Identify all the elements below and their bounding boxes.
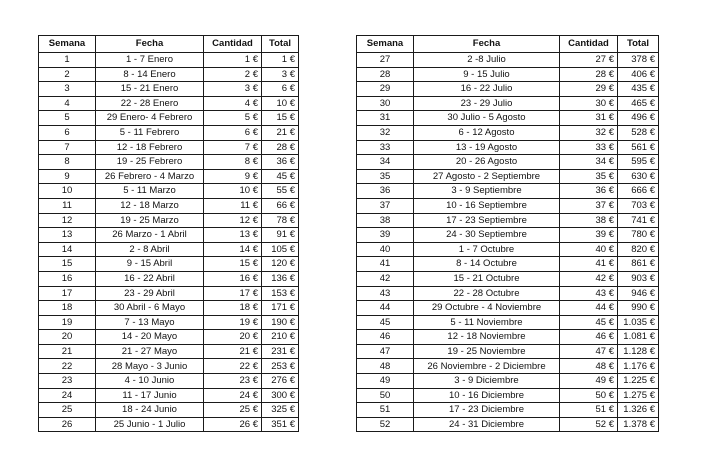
total-cell-left: 91 € xyxy=(262,228,299,243)
date-cell-right: 3 - 9 Diciembre xyxy=(414,374,560,389)
header-date-right: Fecha xyxy=(414,36,560,53)
week-cell-right: 45 xyxy=(357,315,414,330)
table-row xyxy=(39,198,659,213)
header-row xyxy=(39,36,659,53)
column-gap xyxy=(299,53,357,68)
total-cell-left: 55 € xyxy=(262,184,299,199)
column-gap xyxy=(299,169,357,184)
week-cell-right: 46 xyxy=(357,330,414,345)
date-cell-left: 30 Abril - 6 Mayo xyxy=(96,301,204,316)
table-row xyxy=(39,359,659,374)
total-cell-right: 378 € xyxy=(618,53,659,68)
total-cell-left: 105 € xyxy=(262,242,299,257)
total-cell-right: 406 € xyxy=(618,67,659,82)
total-cell-right: 946 € xyxy=(618,286,659,301)
date-cell-left: 7 - 13 Mayo xyxy=(96,315,204,330)
week-cell-right: 41 xyxy=(357,257,414,272)
quantity-cell-right: 44 € xyxy=(560,301,618,316)
date-cell-left: 11 - 17 Junio xyxy=(96,388,204,403)
week-cell-right: 39 xyxy=(357,228,414,243)
table-row xyxy=(39,374,659,389)
date-cell-right: 10 - 16 Septiembre xyxy=(414,198,560,213)
week-cell-left: 3 xyxy=(39,82,96,97)
date-cell-left: 23 - 29 Abril xyxy=(96,286,204,301)
total-cell-right: 630 € xyxy=(618,169,659,184)
quantity-cell-right: 42 € xyxy=(560,271,618,286)
week-cell-left: 12 xyxy=(39,213,96,228)
date-cell-right: 8 - 14 Octubre xyxy=(414,257,560,272)
week-cell-right: 31 xyxy=(357,111,414,126)
date-cell-right: 15 - 21 Octubre xyxy=(414,271,560,286)
column-gap xyxy=(299,417,357,432)
total-cell-left: 28 € xyxy=(262,140,299,155)
column-gap xyxy=(299,315,357,330)
quantity-cell-right: 52 € xyxy=(560,417,618,432)
week-cell-left: 23 xyxy=(39,374,96,389)
date-cell-right: 24 - 31 Diciembre xyxy=(414,417,560,432)
week-cell-left: 14 xyxy=(39,242,96,257)
week-cell-right: 49 xyxy=(357,374,414,389)
total-cell-left: 276 € xyxy=(262,374,299,389)
date-cell-right: 17 - 23 Septiembre xyxy=(414,213,560,228)
week-cell-right: 27 xyxy=(357,53,414,68)
table-row xyxy=(39,140,659,155)
total-cell-left: 120 € xyxy=(262,257,299,272)
table-row xyxy=(39,257,659,272)
quantity-cell-left: 21 € xyxy=(204,344,262,359)
date-cell-right: 19 - 25 Noviembre xyxy=(414,344,560,359)
quantity-cell-left: 4 € xyxy=(204,96,262,111)
column-gap xyxy=(299,198,357,213)
column-gap xyxy=(299,257,357,272)
total-cell-left: 36 € xyxy=(262,155,299,170)
quantity-cell-left: 24 € xyxy=(204,388,262,403)
date-cell-left: 26 Febrero - 4 Marzo xyxy=(96,169,204,184)
date-cell-left: 12 - 18 Febrero xyxy=(96,140,204,155)
quantity-cell-right: 33 € xyxy=(560,140,618,155)
quantity-cell-right: 36 € xyxy=(560,184,618,199)
date-cell-left: 1 - 7 Enero xyxy=(96,53,204,68)
quantity-cell-left: 3 € xyxy=(204,82,262,97)
total-cell-left: 66 € xyxy=(262,198,299,213)
table-row xyxy=(39,417,659,432)
total-cell-left: 78 € xyxy=(262,213,299,228)
date-cell-right: 2 -8 Julio xyxy=(414,53,560,68)
date-cell-right: 9 - 15 Julio xyxy=(414,67,560,82)
date-cell-right: 5 - 11 Noviembre xyxy=(414,315,560,330)
total-cell-right: 465 € xyxy=(618,96,659,111)
header-total-left: Total xyxy=(262,36,299,53)
table-row xyxy=(39,286,659,301)
quantity-cell-left: 15 € xyxy=(204,257,262,272)
quantity-cell-right: 46 € xyxy=(560,330,618,345)
total-cell-right: 1.275 € xyxy=(618,388,659,403)
total-cell-right: 1.225 € xyxy=(618,374,659,389)
date-cell-left: 22 - 28 Enero xyxy=(96,96,204,111)
week-cell-left: 24 xyxy=(39,388,96,403)
date-cell-right: 17 - 23 Diciembre xyxy=(414,403,560,418)
quantity-cell-right: 28 € xyxy=(560,67,618,82)
total-cell-right: 1.176 € xyxy=(618,359,659,374)
quantity-cell-left: 17 € xyxy=(204,286,262,301)
header-week-right: Semana xyxy=(357,36,414,53)
table-row xyxy=(39,271,659,286)
date-cell-right: 27 Agosto - 2 Septiembre xyxy=(414,169,560,184)
quantity-cell-left: 12 € xyxy=(204,213,262,228)
date-cell-left: 18 - 24 Junio xyxy=(96,403,204,418)
quantity-cell-left: 2 € xyxy=(204,67,262,82)
quantity-cell-left: 23 € xyxy=(204,374,262,389)
quantity-cell-right: 38 € xyxy=(560,213,618,228)
column-gap xyxy=(299,286,357,301)
total-cell-right: 903 € xyxy=(618,271,659,286)
week-cell-left: 13 xyxy=(39,228,96,243)
date-cell-right: 3 - 9 Septiembre xyxy=(414,184,560,199)
date-cell-left: 19 - 25 Marzo xyxy=(96,213,204,228)
column-gap xyxy=(299,184,357,199)
week-cell-right: 36 xyxy=(357,184,414,199)
column-gap xyxy=(299,301,357,316)
week-cell-left: 26 xyxy=(39,417,96,432)
total-cell-right: 561 € xyxy=(618,140,659,155)
week-cell-right: 44 xyxy=(357,301,414,316)
table-row xyxy=(39,315,659,330)
week-cell-right: 38 xyxy=(357,213,414,228)
quantity-cell-left: 8 € xyxy=(204,155,262,170)
total-cell-right: 1.081 € xyxy=(618,330,659,345)
column-gap xyxy=(299,271,357,286)
quantity-cell-right: 29 € xyxy=(560,82,618,97)
date-cell-right: 23 - 29 Julio xyxy=(414,96,560,111)
week-cell-right: 37 xyxy=(357,198,414,213)
column-gap xyxy=(299,388,357,403)
table-row xyxy=(39,111,659,126)
week-cell-left: 25 xyxy=(39,403,96,418)
total-cell-left: 6 € xyxy=(262,82,299,97)
total-cell-left: 153 € xyxy=(262,286,299,301)
quantity-cell-left: 11 € xyxy=(204,198,262,213)
column-gap xyxy=(299,344,357,359)
column-gap xyxy=(299,67,357,82)
date-cell-left: 16 - 22 Abril xyxy=(96,271,204,286)
total-cell-right: 703 € xyxy=(618,198,659,213)
total-cell-left: 1 € xyxy=(262,53,299,68)
header-quantity-right: Cantidad xyxy=(560,36,618,53)
quantity-cell-right: 30 € xyxy=(560,96,618,111)
quantity-cell-right: 50 € xyxy=(560,388,618,403)
date-cell-right: 1 - 7 Octubre xyxy=(414,242,560,257)
quantity-cell-left: 25 € xyxy=(204,403,262,418)
date-cell-left: 25 Junio - 1 Julio xyxy=(96,417,204,432)
quantity-cell-right: 37 € xyxy=(560,198,618,213)
week-cell-right: 50 xyxy=(357,388,414,403)
week-cell-right: 34 xyxy=(357,155,414,170)
week-cell-left: 19 xyxy=(39,315,96,330)
column-gap xyxy=(299,359,357,374)
week-cell-right: 33 xyxy=(357,140,414,155)
quantity-cell-left: 22 € xyxy=(204,359,262,374)
table-row xyxy=(39,169,659,184)
quantity-cell-right: 41 € xyxy=(560,257,618,272)
table-row xyxy=(39,388,659,403)
date-cell-left: 4 - 10 Junio xyxy=(96,374,204,389)
table-row xyxy=(39,184,659,199)
week-cell-left: 16 xyxy=(39,271,96,286)
total-cell-right: 780 € xyxy=(618,228,659,243)
total-cell-left: 300 € xyxy=(262,388,299,403)
total-cell-left: 10 € xyxy=(262,96,299,111)
week-cell-left: 15 xyxy=(39,257,96,272)
quantity-cell-right: 49 € xyxy=(560,374,618,389)
quantity-cell-left: 5 € xyxy=(204,111,262,126)
column-gap xyxy=(299,374,357,389)
quantity-cell-left: 1 € xyxy=(204,53,262,68)
header-total-right: Total xyxy=(618,36,659,53)
header-week-left: Semana xyxy=(39,36,96,53)
total-cell-left: 45 € xyxy=(262,169,299,184)
week-cell-right: 32 xyxy=(357,125,414,140)
total-cell-left: 253 € xyxy=(262,359,299,374)
week-cell-left: 7 xyxy=(39,140,96,155)
week-cell-right: 52 xyxy=(357,417,414,432)
total-cell-right: 595 € xyxy=(618,155,659,170)
date-cell-right: 13 - 19 Agosto xyxy=(414,140,560,155)
column-gap xyxy=(299,330,357,345)
total-cell-right: 496 € xyxy=(618,111,659,126)
week-cell-right: 29 xyxy=(357,82,414,97)
table-row xyxy=(39,67,659,82)
date-cell-right: 24 - 30 Septiembre xyxy=(414,228,560,243)
week-cell-right: 42 xyxy=(357,271,414,286)
quantity-cell-right: 40 € xyxy=(560,242,618,257)
week-cell-left: 10 xyxy=(39,184,96,199)
total-cell-right: 435 € xyxy=(618,82,659,97)
column-gap xyxy=(299,242,357,257)
total-cell-right: 1.128 € xyxy=(618,344,659,359)
date-cell-right: 6 - 12 Agosto xyxy=(414,125,560,140)
total-cell-left: 136 € xyxy=(262,271,299,286)
total-cell-right: 666 € xyxy=(618,184,659,199)
quantity-cell-right: 48 € xyxy=(560,359,618,374)
quantity-cell-left: 10 € xyxy=(204,184,262,199)
table-row xyxy=(39,53,659,68)
date-cell-left: 19 - 25 Febrero xyxy=(96,155,204,170)
date-cell-left: 21 - 27 Mayo xyxy=(96,344,204,359)
date-cell-left: 5 - 11 Marzo xyxy=(96,184,204,199)
date-cell-right: 30 Julio - 5 Agosto xyxy=(414,111,560,126)
quantity-cell-left: 18 € xyxy=(204,301,262,316)
week-cell-right: 30 xyxy=(357,96,414,111)
week-cell-left: 2 xyxy=(39,67,96,82)
quantity-cell-right: 35 € xyxy=(560,169,618,184)
total-cell-left: 21 € xyxy=(262,125,299,140)
date-cell-left: 26 Marzo - 1 Abril xyxy=(96,228,204,243)
total-cell-right: 1.326 € xyxy=(618,403,659,418)
quantity-cell-right: 39 € xyxy=(560,228,618,243)
week-cell-right: 43 xyxy=(357,286,414,301)
week-cell-right: 47 xyxy=(357,344,414,359)
date-cell-left: 14 - 20 Mayo xyxy=(96,330,204,345)
week-cell-right: 28 xyxy=(357,67,414,82)
week-cell-left: 4 xyxy=(39,96,96,111)
week-cell-left: 1 xyxy=(39,53,96,68)
column-gap xyxy=(299,82,357,97)
quantity-cell-left: 26 € xyxy=(204,417,262,432)
column-gap xyxy=(299,228,357,243)
date-cell-left: 8 - 14 Enero xyxy=(96,67,204,82)
header-date-left: Fecha xyxy=(96,36,204,53)
column-gap xyxy=(299,155,357,170)
quantity-cell-right: 31 € xyxy=(560,111,618,126)
quantity-cell-right: 34 € xyxy=(560,155,618,170)
date-cell-left: 2 - 8 Abril xyxy=(96,242,204,257)
table-row xyxy=(39,403,659,418)
quantity-cell-left: 20 € xyxy=(204,330,262,345)
week-cell-left: 18 xyxy=(39,301,96,316)
date-cell-right: 12 - 18 Noviembre xyxy=(414,330,560,345)
table-row xyxy=(39,301,659,316)
week-cell-left: 5 xyxy=(39,111,96,126)
column-gap xyxy=(299,125,357,140)
week-cell-right: 51 xyxy=(357,403,414,418)
date-cell-left: 12 - 18 Marzo xyxy=(96,198,204,213)
table-row xyxy=(39,213,659,228)
date-cell-left: 5 - 11 Febrero xyxy=(96,125,204,140)
total-cell-left: 171 € xyxy=(262,301,299,316)
quantity-cell-right: 27 € xyxy=(560,53,618,68)
total-cell-left: 3 € xyxy=(262,67,299,82)
table-body xyxy=(39,53,659,432)
total-cell-right: 1.378 € xyxy=(618,417,659,432)
column-gap xyxy=(299,140,357,155)
quantity-cell-left: 16 € xyxy=(204,271,262,286)
date-cell-right: 20 - 26 Agosto xyxy=(414,155,560,170)
total-cell-right: 741 € xyxy=(618,213,659,228)
total-cell-right: 861 € xyxy=(618,257,659,272)
table-row xyxy=(39,155,659,170)
date-cell-left: 9 - 15 Abril xyxy=(96,257,204,272)
savings-table xyxy=(38,35,659,432)
date-cell-right: 22 - 28 Octubre xyxy=(414,286,560,301)
date-cell-right: 10 - 16 Diciembre xyxy=(414,388,560,403)
week-cell-right: 40 xyxy=(357,242,414,257)
date-cell-right: 29 Octubre - 4 Noviembre xyxy=(414,301,560,316)
week-cell-left: 8 xyxy=(39,155,96,170)
quantity-cell-left: 13 € xyxy=(204,228,262,243)
week-cell-left: 11 xyxy=(39,198,96,213)
total-cell-left: 325 € xyxy=(262,403,299,418)
column-gap xyxy=(299,36,357,53)
quantity-cell-right: 51 € xyxy=(560,403,618,418)
date-cell-left: 28 Mayo - 3 Junio xyxy=(96,359,204,374)
quantity-cell-left: 7 € xyxy=(204,140,262,155)
quantity-cell-left: 14 € xyxy=(204,242,262,257)
column-gap xyxy=(299,213,357,228)
quantity-cell-left: 6 € xyxy=(204,125,262,140)
total-cell-right: 820 € xyxy=(618,242,659,257)
quantity-cell-left: 19 € xyxy=(204,315,262,330)
column-gap xyxy=(299,403,357,418)
quantity-cell-right: 32 € xyxy=(560,125,618,140)
quantity-cell-right: 45 € xyxy=(560,315,618,330)
week-cell-right: 48 xyxy=(357,359,414,374)
total-cell-right: 528 € xyxy=(618,125,659,140)
total-cell-right: 990 € xyxy=(618,301,659,316)
table-row xyxy=(39,344,659,359)
table-row xyxy=(39,96,659,111)
quantity-cell-right: 43 € xyxy=(560,286,618,301)
date-cell-left: 15 - 21 Enero xyxy=(96,82,204,97)
week-cell-left: 9 xyxy=(39,169,96,184)
total-cell-left: 210 € xyxy=(262,330,299,345)
table-row xyxy=(39,125,659,140)
week-cell-left: 20 xyxy=(39,330,96,345)
week-cell-left: 17 xyxy=(39,286,96,301)
column-gap xyxy=(299,111,357,126)
total-cell-left: 15 € xyxy=(262,111,299,126)
total-cell-left: 231 € xyxy=(262,344,299,359)
week-cell-left: 21 xyxy=(39,344,96,359)
quantity-cell-right: 47 € xyxy=(560,344,618,359)
total-cell-right: 1.035 € xyxy=(618,315,659,330)
total-cell-left: 190 € xyxy=(262,315,299,330)
total-cell-left: 351 € xyxy=(262,417,299,432)
week-cell-left: 22 xyxy=(39,359,96,374)
header-quantity-left: Cantidad xyxy=(204,36,262,53)
column-gap xyxy=(299,96,357,111)
week-cell-left: 6 xyxy=(39,125,96,140)
date-cell-left: 29 Enero- 4 Febrero xyxy=(96,111,204,126)
table-row xyxy=(39,242,659,257)
quantity-cell-left: 9 € xyxy=(204,169,262,184)
table-row xyxy=(39,228,659,243)
date-cell-right: 16 - 22 Julio xyxy=(414,82,560,97)
table-row xyxy=(39,330,659,345)
table-row xyxy=(39,82,659,97)
date-cell-right: 26 Noviembre - 2 Diciembre xyxy=(414,359,560,374)
week-cell-right: 35 xyxy=(357,169,414,184)
